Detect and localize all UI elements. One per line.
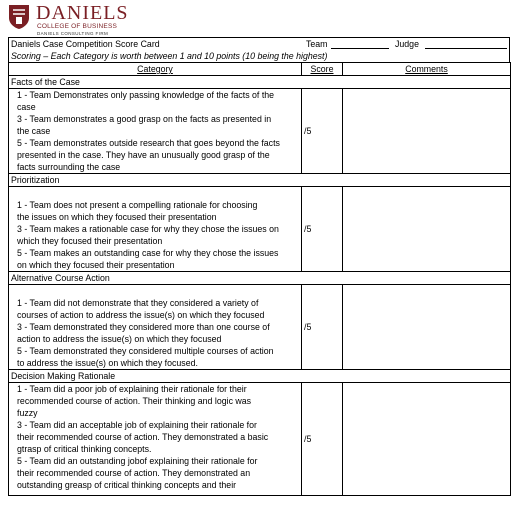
criteria-line: recommended course of action. Their thinking and logic was [17, 396, 252, 406]
comments-cell[interactable] [343, 285, 511, 370]
score-cell[interactable]: /5 [302, 89, 343, 174]
criteria-line: their recommended course of action. They demonstrated an [17, 468, 251, 478]
section-title: Prioritization [9, 174, 511, 187]
criteria-line: 5 - Team demonstrated they considered multiple courses of action [17, 346, 274, 356]
criteria-line: action to address the issue(s) on which they focused [17, 334, 222, 344]
criteria-text [9, 383, 302, 496]
score-column-header: Score [302, 63, 343, 76]
criteria-line: 5 - Team makes an outstanding case for why they chose the issues [17, 248, 279, 258]
comments-column-header: Comments [343, 63, 511, 76]
criteria-line: their recommended course of action. They demonstrated a basic [17, 432, 269, 442]
section-title: Alternative Course Action [9, 272, 511, 285]
brand-subtitle: COLLEGE OF BUSINESS [37, 23, 118, 30]
section-header-row [9, 174, 511, 187]
criteria-text [9, 285, 302, 370]
criteria-line: presented in the case. They have an unusually good grasp of the [17, 150, 270, 160]
criteria-line: 1 - Team did not demonstrate that they considered a variety of [17, 298, 259, 308]
criteria-line: which they focused their presentation [17, 236, 163, 246]
criteria-line: case [17, 102, 36, 112]
section-title: Decision Making Rationale [9, 370, 511, 383]
table-header-row [9, 63, 511, 76]
judge-label: Judge [395, 39, 419, 49]
criteria-line: 3 - Team did an acceptable job of explaining their rationale for [17, 420, 257, 430]
criteria-row [9, 285, 511, 370]
criteria-line: fuzzy [17, 408, 38, 418]
criteria-line: on which they focused their presentation [17, 260, 175, 270]
score-card-header [8, 37, 510, 50]
criteria-line: the issues on which they focused their presentation [17, 212, 217, 222]
criteria-text [9, 89, 302, 174]
section-title: Facts of the Case [9, 76, 511, 89]
score-cell[interactable]: /5 [302, 285, 343, 370]
criteria-line: facts surrounding the case [17, 162, 121, 172]
criteria-row [9, 187, 511, 272]
criteria-text [9, 187, 302, 272]
criteria-line: courses of action to address the issue(s) on which they focused [17, 310, 265, 320]
score-card-title: Daniels Case Competition Score Card [11, 39, 160, 49]
section-header-row [9, 370, 511, 383]
scoring-note: Scoring – Each Category is worth between 1 and 10 points (10 being the highest) [8, 50, 510, 62]
criteria-line: 1 - Team Demonstrates only passing knowledge of the facts of the [17, 90, 275, 100]
criteria-line: 5 - Team did an outstanding jobof explaining their rationale for [17, 456, 258, 466]
score-table [8, 62, 511, 496]
criteria-line: 3 - Team demonstrated they considered more than one course of [17, 322, 270, 332]
score-card [8, 37, 510, 496]
score-cell[interactable]: /5 [302, 187, 343, 272]
shield-icon [8, 4, 30, 30]
criteria-line: to address the issue(s) on which they focused. [17, 358, 198, 368]
criteria-line: 1 - Team does not present a compelling rationale for choosing [17, 200, 258, 210]
criteria-line: 3 - Team demonstrates a good grasp on the facts as presented in [17, 114, 272, 124]
comments-cell[interactable] [343, 89, 511, 174]
criteria-line: 3 - Team makes a rationable case for why they chose the issues on [17, 224, 279, 234]
criteria-line: 5 - Team demonstrates outside research that goes beyond the facts [17, 138, 280, 148]
comments-cell[interactable] [343, 187, 511, 272]
criteria-row [9, 89, 511, 174]
brand-name: DANIELS [36, 2, 129, 24]
category-column-header: Category [9, 63, 302, 76]
section-header-row [9, 76, 511, 89]
criteria-line: the case [17, 126, 51, 136]
comments-cell[interactable] [343, 383, 511, 496]
team-label: Team [306, 39, 328, 49]
criteria-row [9, 383, 511, 496]
criteria-line: gtrasp of critical thinking concepts. [17, 444, 152, 454]
criteria-line: 1 - Team did a poor job of explaining their rationale for their [17, 384, 247, 394]
section-header-row [9, 272, 511, 285]
criteria-line: outstanding greasp of critical thinking concepts and their [17, 480, 237, 490]
brand-tagline: DANIELS CONSULTING FIRM [37, 31, 109, 36]
score-cell[interactable]: /5 [302, 383, 343, 496]
